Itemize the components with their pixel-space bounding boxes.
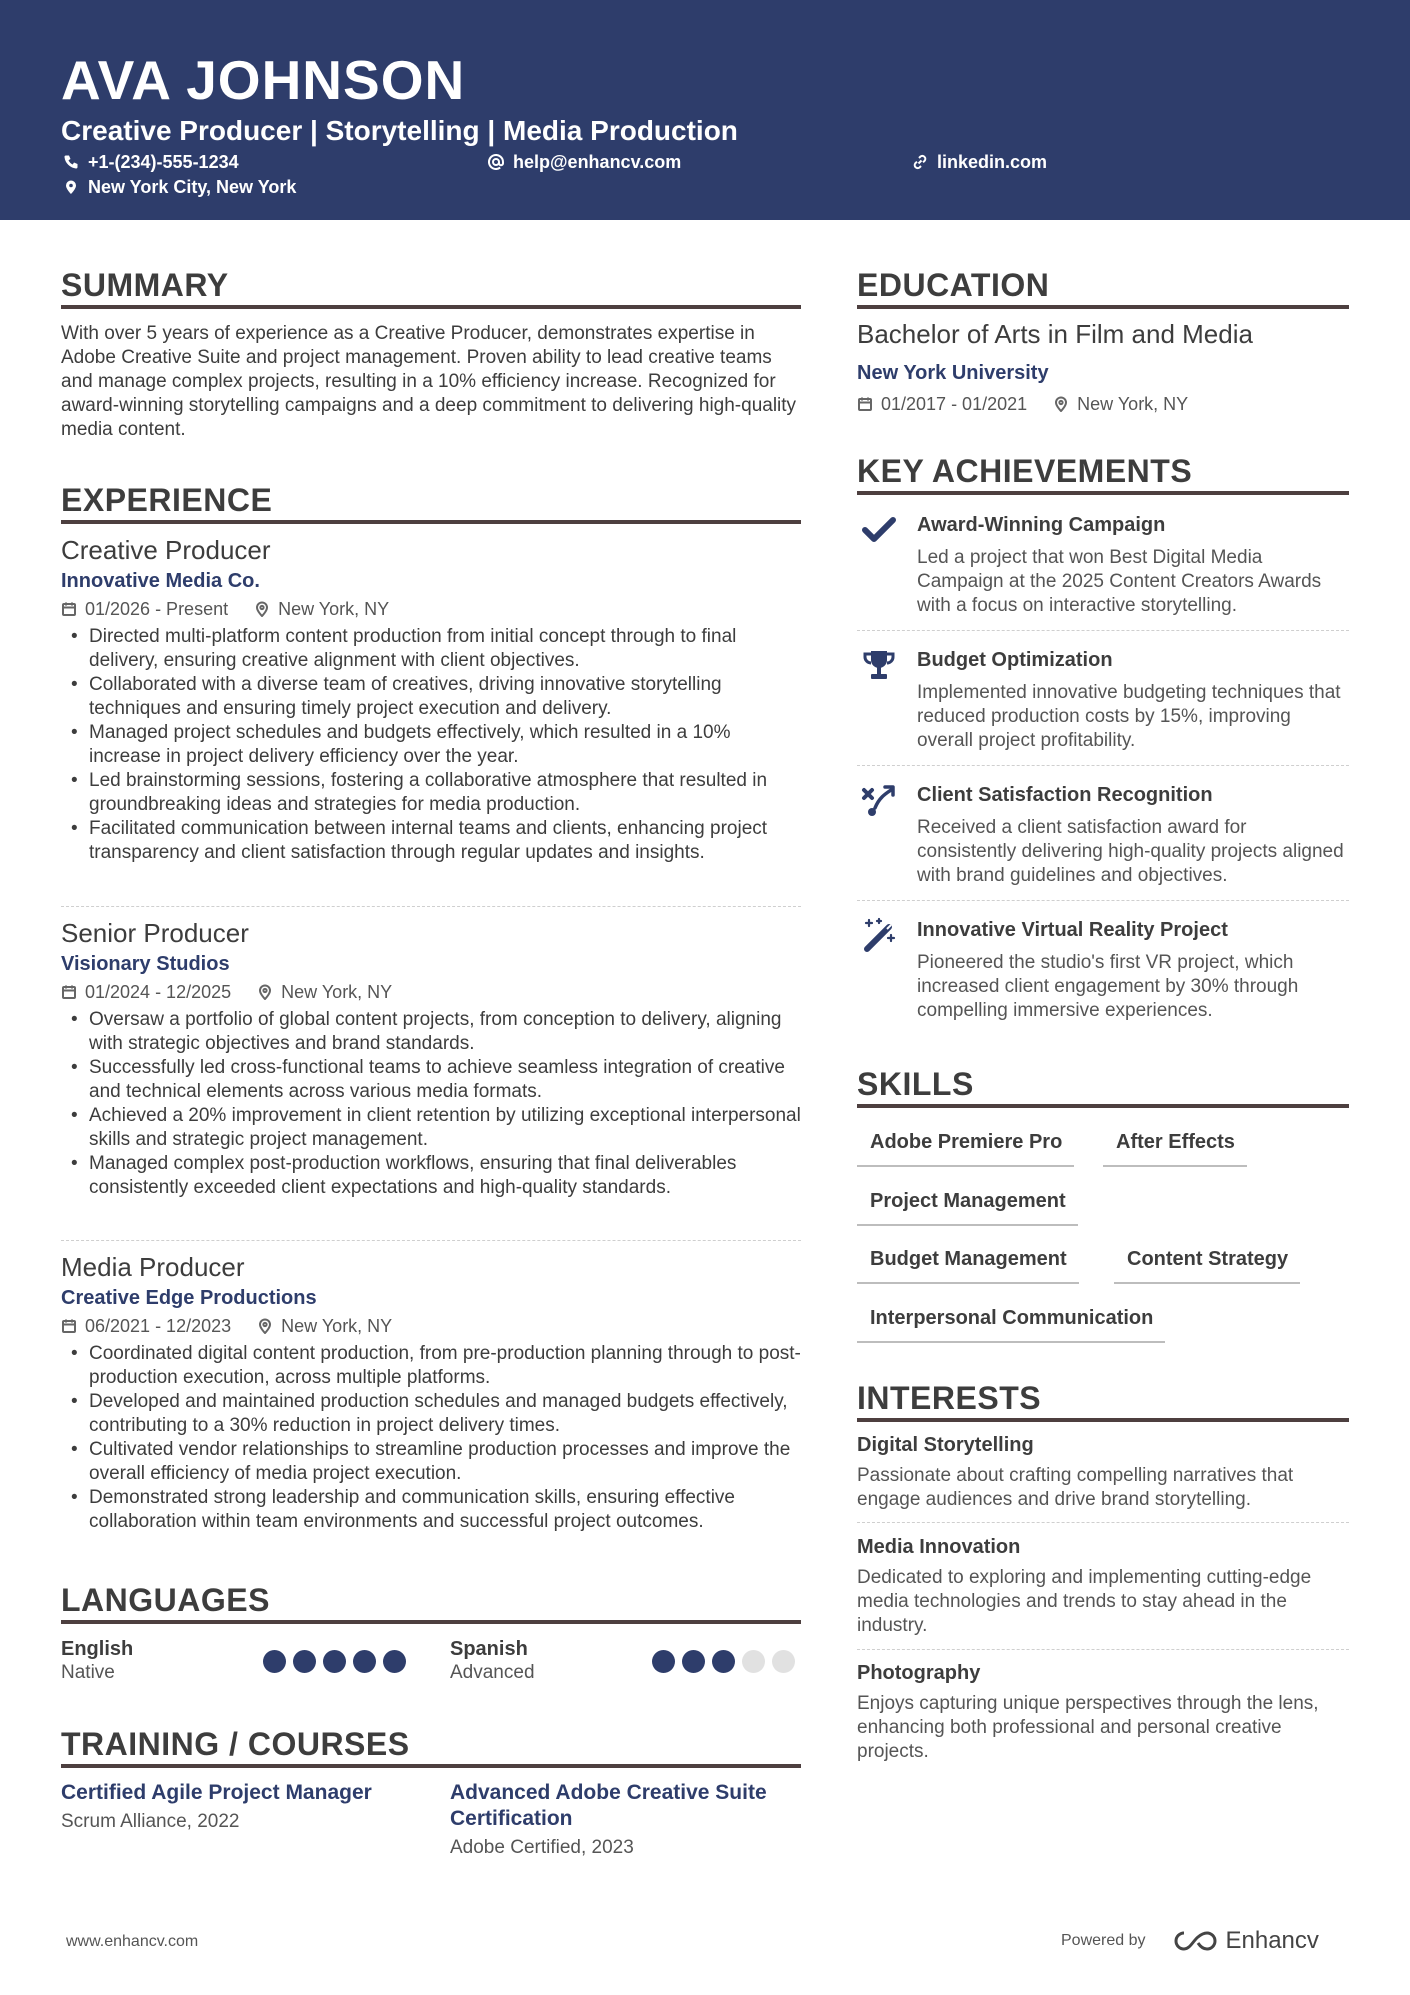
achievement-separator <box>857 630 1349 631</box>
check-icon <box>861 512 897 548</box>
job-bullet: • Cultivated vendor relationships to streamline production processes and improve the overall efficiency of media project execution. <box>61 1438 801 1486</box>
job-meta <box>61 1314 801 1338</box>
achievements-heading: KEY ACHIEVEMENTS <box>857 453 1193 489</box>
footer-branding <box>1061 1927 1319 1955</box>
job-dates: 01/2026 - Present <box>85 599 229 619</box>
achievement-item <box>857 647 1349 753</box>
job-bullets <box>61 1008 801 1200</box>
job-company[interactable]: Innovative Media Co. <box>61 570 260 592</box>
course-title: Advanced Adobe Creative Suite Certification <box>450 1781 767 1830</box>
job-location: New York, NY <box>281 982 393 1002</box>
job-bullets <box>61 1342 801 1534</box>
interest-desc: Passionate about crafting compelling narratives that engage audiences and drive brand storytelling. <box>857 1465 1294 1510</box>
job-bullets <box>61 625 801 865</box>
phone-text: +1-(234)-555-1234 <box>88 152 239 172</box>
interest-item <box>857 1660 1349 1764</box>
course-source: Scrum Alliance, 2022 <box>61 1811 240 1832</box>
interest-title: Media Innovation <box>857 1536 1021 1558</box>
job-bullet: • Collaborated with a diverse team of creatives, driving innovative storytelling techniques and ensuring timely project execution and delivery. <box>61 673 801 721</box>
achievement-title: Budget Optimization <box>917 649 1113 671</box>
interest-desc: Enjoys capturing unique perspectives through the lens, enhancing both professional and personal creative projects. <box>857 1693 1319 1762</box>
training-divider <box>61 1764 801 1768</box>
phone-icon <box>63 154 79 170</box>
job-company[interactable]: Visionary Studios <box>61 953 230 975</box>
course-source: Adobe Certified, 2023 <box>450 1837 634 1858</box>
language-name: Spanish <box>450 1638 528 1660</box>
experience-heading: EXPERIENCE <box>61 482 273 518</box>
resume-header <box>0 0 1410 220</box>
job-bullet: • Oversaw a portfolio of global content projects, from conception to delivery, aligning with strategic objectives and brand standards. <box>61 1008 801 1056</box>
job-meta <box>61 980 801 1004</box>
interests-heading: INTERESTS <box>857 1380 1042 1416</box>
skill-tag: Adobe Premiere Pro <box>857 1129 1074 1167</box>
skills-divider <box>857 1104 1349 1108</box>
achievement-separator <box>857 765 1349 766</box>
job-bullet: • Coordinated digital content production, from pre-production planning through to post-production execution, across multiple platforms. <box>61 1342 801 1390</box>
job-role: Senior Producer <box>61 918 249 948</box>
job-separator <box>61 1240 801 1241</box>
education-school[interactable]: New York University <box>857 362 1049 384</box>
job-bullet: • Directed multi-platform content production from initial concept through to final delivery, ensuring creative alignment with client objectives. <box>61 625 801 673</box>
job-location: New York, NY <box>278 599 390 619</box>
trophy-icon <box>861 647 897 683</box>
powered-by-text: Powered by <box>1061 1932 1146 1949</box>
location-pin-icon <box>257 1318 273 1334</box>
location-pin-icon <box>257 984 273 1000</box>
achievement-desc: Implemented innovative budgeting techniques that reduced production costs by 15%, improving overall project profitability. <box>917 682 1341 751</box>
education-meta <box>857 392 1214 416</box>
job-bullet: • Facilitated communication between internal teams and clients, enhancing project transparency and client satisfaction through regular updates and insights. <box>61 817 801 865</box>
strategy-icon <box>861 782 897 818</box>
rating-dot-empty <box>772 1650 795 1673</box>
rating-dot-filled <box>712 1650 735 1673</box>
enhancv-logo-icon <box>1170 1928 1218 1954</box>
magic-wand-icon <box>861 917 897 953</box>
achievement-title: Innovative Virtual Reality Project <box>917 919 1228 941</box>
course-title: Certified Agile Project Manager <box>61 1781 372 1804</box>
calendar-icon <box>61 1318 77 1334</box>
language-level: Native <box>61 1662 115 1683</box>
education-dates: 01/2017 - 01/2021 <box>881 394 1028 414</box>
contact-location <box>63 176 296 198</box>
contact-email[interactable] <box>488 151 681 173</box>
rating-dot-filled <box>293 1650 316 1673</box>
skill-tag: Content Strategy <box>1114 1246 1300 1284</box>
candidate-name: AVA JOHNSON <box>61 49 466 111</box>
job-bullet: • Achieved a 20% improvement in client retention by utilizing exceptional interpersonal skills and strategic project management. <box>61 1104 801 1152</box>
job-location: New York, NY <box>281 1316 393 1336</box>
job-bullet: • Managed project schedules and budgets effectively, which resulted in a 10% increase in project delivery efficiency over the year. <box>61 721 801 769</box>
calendar-icon <box>61 601 77 617</box>
contact-linkedin[interactable] <box>912 151 1047 173</box>
achievement-desc: Pioneered the studio's first VR project, which increased client engagement by 30% through compelling immersive experiences. <box>917 952 1299 1021</box>
achievement-title: Award-Winning Campaign <box>917 514 1166 536</box>
interests-divider <box>857 1418 1349 1422</box>
at-icon <box>488 154 504 170</box>
skill-tag: Budget Management <box>857 1246 1079 1284</box>
enhancv-logo[interactable] <box>1170 1927 1319 1955</box>
rating-dot-empty <box>742 1650 765 1673</box>
education-divider <box>857 305 1349 309</box>
job-dates: 01/2024 - 12/2025 <box>85 982 232 1002</box>
location-pin-icon <box>1053 396 1069 412</box>
email-text: help@enhancv.com <box>513 152 682 172</box>
language-rating <box>263 1650 406 1673</box>
link-icon <box>912 154 928 170</box>
interest-separator <box>857 1522 1349 1523</box>
rating-dot-filled <box>383 1650 406 1673</box>
language-item <box>450 1637 535 1685</box>
location-text: New York City, New York <box>88 177 297 197</box>
brand-name: Enhancv <box>1225 1927 1319 1954</box>
job-company[interactable]: Creative Edge Productions <box>61 1287 317 1309</box>
achievement-desc: Led a project that won Best Digital Media Campaign at the 2025 Content Creators Awards with a focus on interactive storytelling. <box>917 547 1322 616</box>
rating-dot-filled <box>652 1650 675 1673</box>
rating-dot-filled <box>682 1650 705 1673</box>
job-role: Media Producer <box>61 1252 245 1282</box>
footer-website[interactable]: www.enhancv.com <box>66 1933 199 1950</box>
interest-separator <box>857 1649 1349 1650</box>
achievement-item <box>857 512 1349 618</box>
interest-title: Digital Storytelling <box>857 1434 1034 1456</box>
achievement-item <box>857 782 1349 888</box>
job-separator <box>61 906 801 907</box>
achievement-desc: Received a client satisfaction award for consistently delivering high-quality projects aligned with brand guidelines and objectives. <box>917 817 1344 886</box>
calendar-icon <box>857 396 873 412</box>
job-entry <box>61 534 801 865</box>
job-entry <box>61 1251 801 1534</box>
job-bullet: • Demonstrated strong leadership and communication skills, ensuring effective collaboration within team environments and successful project outcomes. <box>61 1486 801 1534</box>
candidate-title: Creative Producer | Storytelling | Media Production <box>61 115 738 146</box>
training-heading: TRAINING / COURSES <box>61 1726 410 1762</box>
achievement-item <box>857 917 1349 1023</box>
job-bullet: • Managed complex post-production workflows, ensuring that final deliverables consistently exceeded client expectations and high-quality standards. <box>61 1152 801 1200</box>
job-bullet: • Successfully led cross-functional teams to achieve seamless integration of creative and technical elements across various media formats. <box>61 1056 801 1104</box>
experience-divider <box>61 520 801 524</box>
course-item <box>450 1780 800 1860</box>
language-level: Advanced <box>450 1662 535 1683</box>
interest-desc: Dedicated to exploring and implementing cutting-edge media technologies and trends to stay ahead in the industry. <box>857 1567 1312 1636</box>
rating-dot-filled <box>323 1650 346 1673</box>
interest-title: Photography <box>857 1662 981 1684</box>
job-entry <box>61 917 801 1200</box>
language-name: English <box>61 1638 134 1660</box>
calendar-icon <box>61 984 77 1000</box>
language-item <box>61 1637 133 1685</box>
skill-tag: Interpersonal Communication <box>857 1305 1165 1343</box>
interest-item <box>857 1432 1349 1512</box>
languages-heading: LANGUAGES <box>61 1582 270 1618</box>
education-location: New York, NY <box>1077 394 1189 414</box>
location-pin-icon <box>254 601 270 617</box>
interest-item <box>857 1534 1349 1638</box>
course-item <box>61 1780 421 1834</box>
job-dates: 06/2021 - 12/2023 <box>85 1316 232 1336</box>
education-degree: Bachelor of Arts in Film and Media <box>857 319 1253 349</box>
rating-dot-filled <box>353 1650 376 1673</box>
achievement-title: Client Satisfaction Recognition <box>917 784 1213 806</box>
rating-dot-filled <box>263 1650 286 1673</box>
location-pin-icon <box>63 179 79 195</box>
job-role: Creative Producer <box>61 535 271 565</box>
summary-divider <box>61 305 801 309</box>
job-bullet: • Led brainstorming sessions, fostering a collaborative atmosphere that resulted in groundbreaking ideas and strategies for media production. <box>61 769 801 817</box>
contact-phone[interactable] <box>63 151 239 173</box>
linkedin-text: linkedin.com <box>937 152 1048 172</box>
skill-tag: After Effects <box>1103 1129 1247 1167</box>
skills-heading: SKILLS <box>857 1066 974 1102</box>
education-heading: EDUCATION <box>857 267 1050 303</box>
language-rating <box>652 1650 795 1673</box>
job-meta <box>61 597 801 621</box>
summary-heading: SUMMARY <box>61 267 229 303</box>
summary-text: With over 5 years of experience as a Creative Producer, demonstrates expertise in Adobe Creative Suite and project management. Proven ability to lead creative teams and manage complex projects, resulting in a 10% efficiency increase. Recognized for award-winning storytelling campaigns and a deep commitment to delivering high-quality media content. <box>61 323 797 440</box>
job-bullet: • Developed and maintained production schedules and managed budgets effectively, contributing to a 30% reduction in project delivery times. <box>61 1390 801 1438</box>
languages-divider <box>61 1620 801 1624</box>
skill-tag: Project Management <box>857 1188 1078 1226</box>
achievements-divider <box>857 491 1349 495</box>
achievement-separator <box>857 900 1349 901</box>
